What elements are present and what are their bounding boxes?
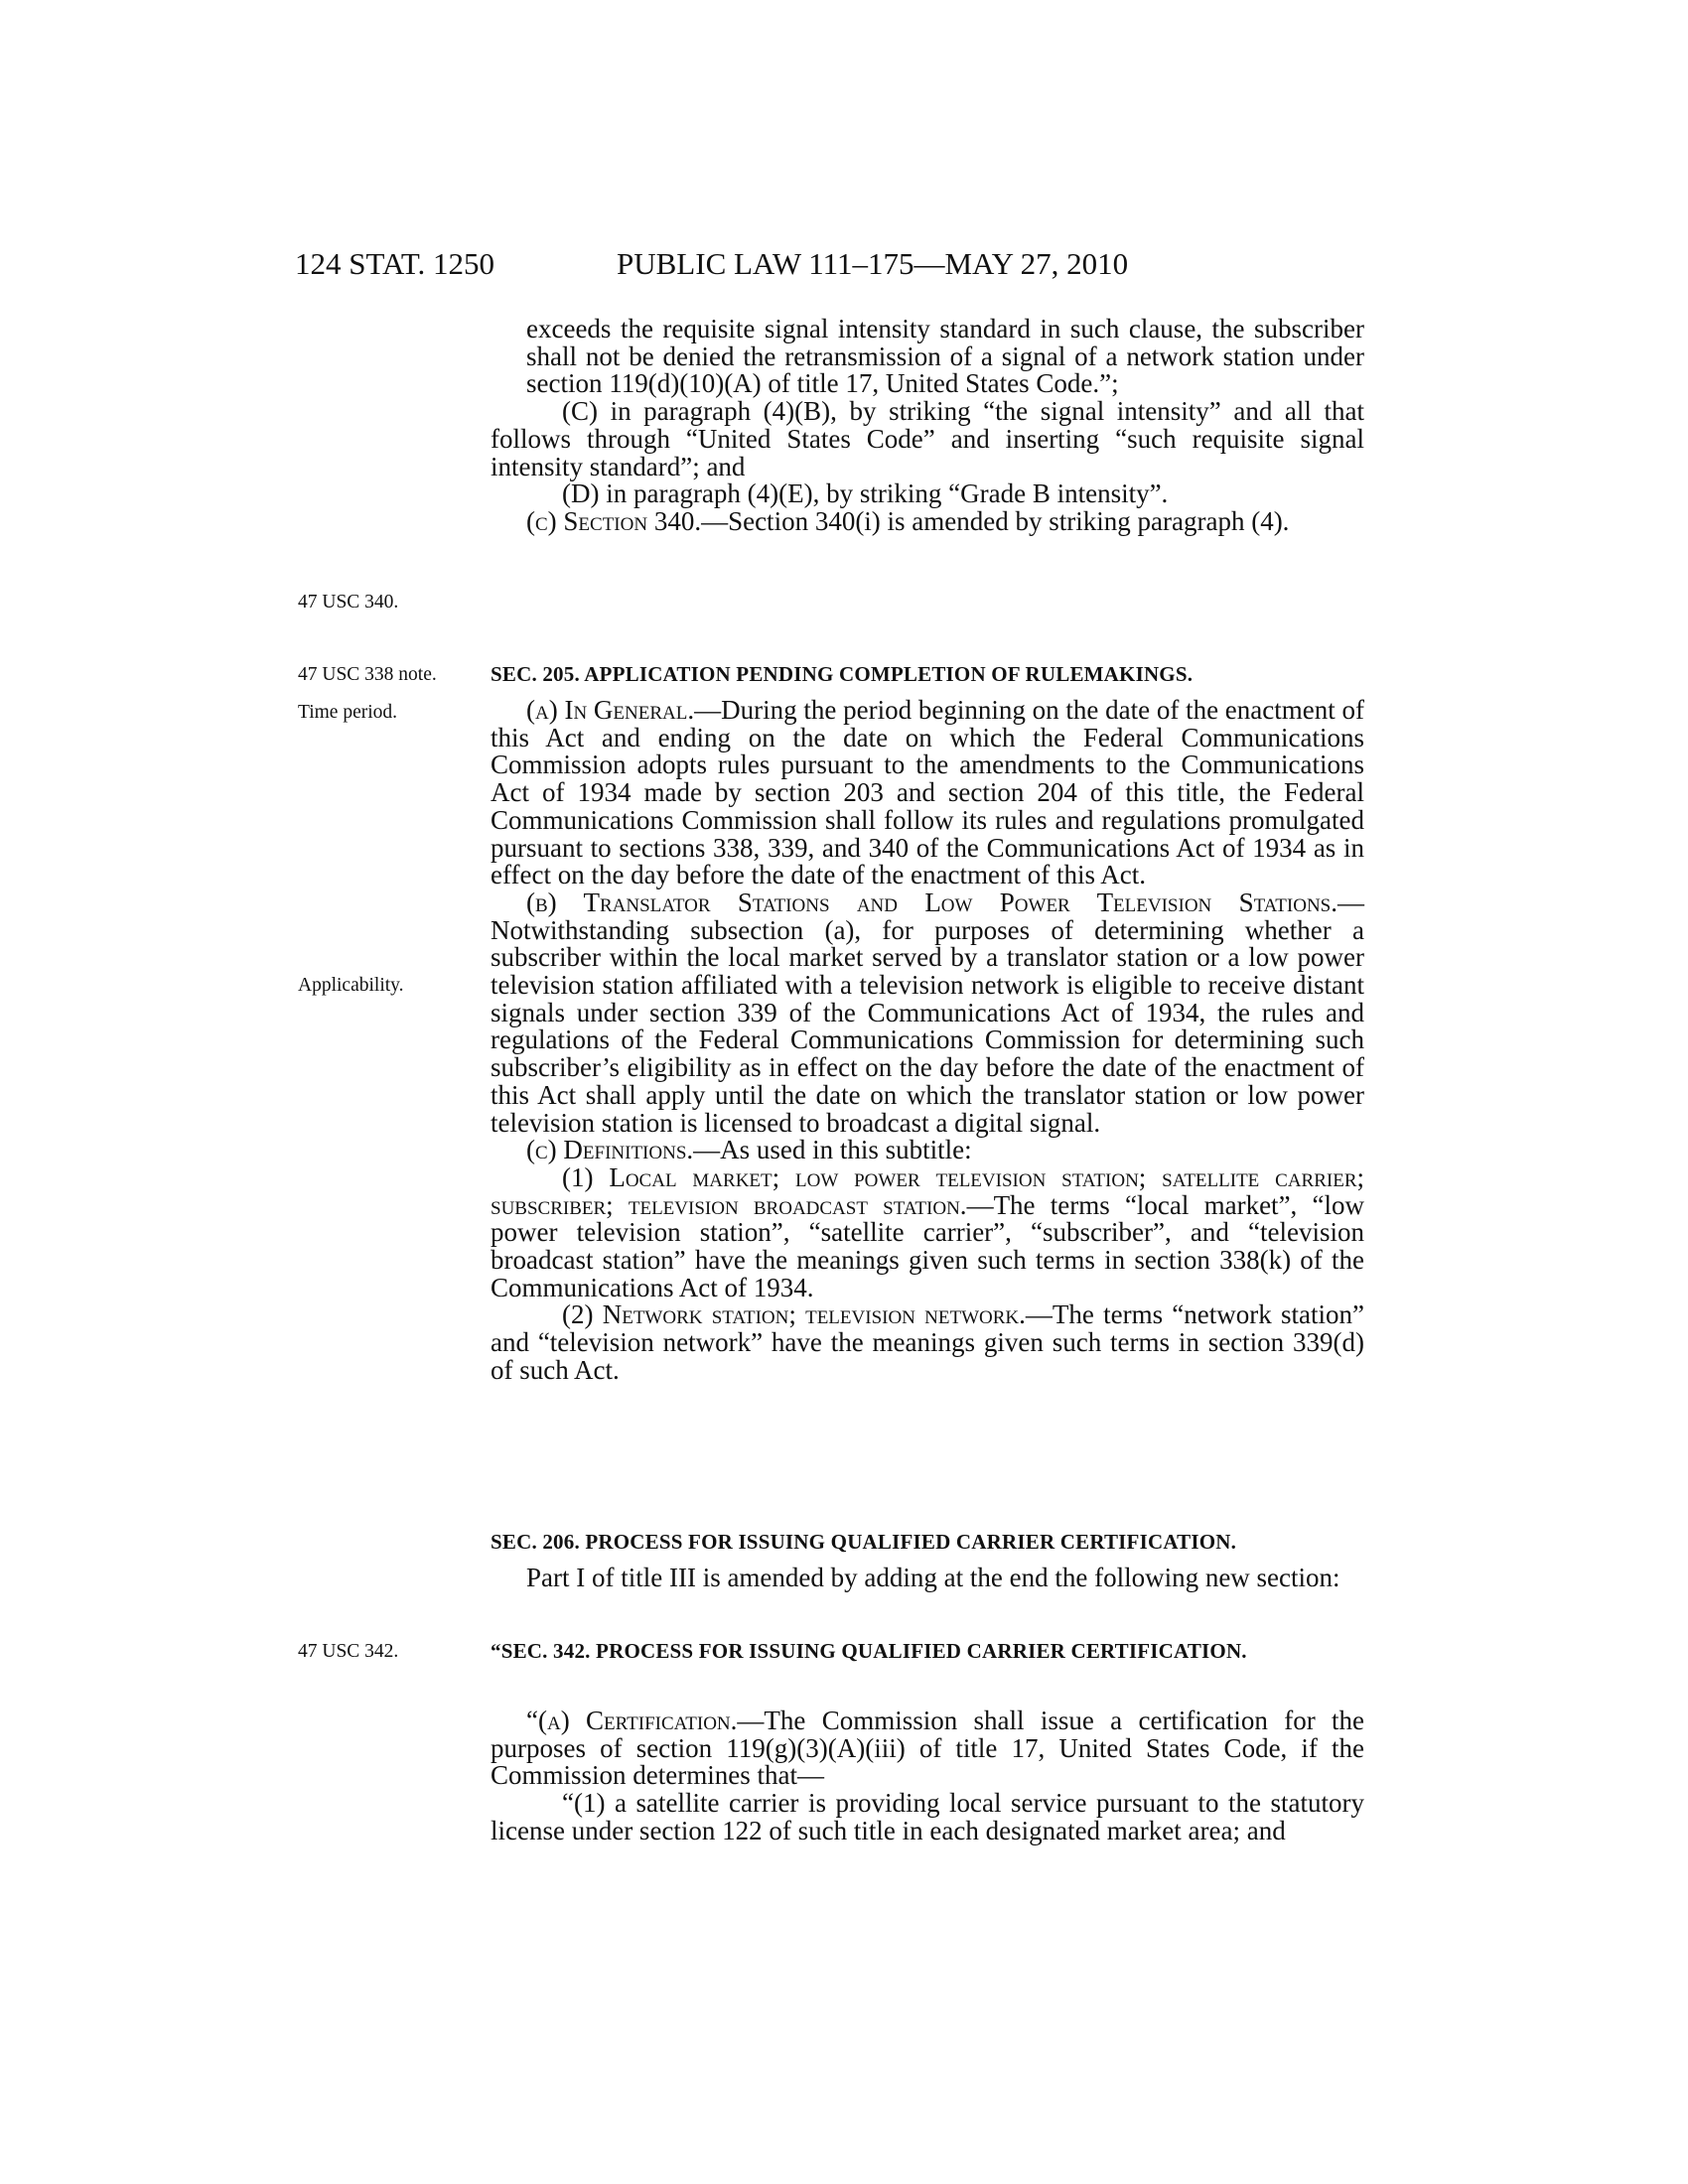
paragraph-part-i-amended: Part I of title III is amended by adding at the end the following new section: bbox=[526, 1563, 1340, 1592]
paragraph-body: —The terms “local market”, “low power television station”, “satellite carrier”, “subscriber”, and “television broadcast station” have the meanings given such terms in section 338(k) of the Communications Act of 1934. bbox=[491, 1189, 1364, 1302]
paragraph-body: —As used in this subtitle: bbox=[693, 1135, 972, 1165]
paragraph-c-section-340 bbox=[491, 505, 1364, 536]
margin-note-47-usc-340: 47 USC 340. bbox=[298, 592, 399, 613]
paragraph-d-4e: (D) in paragraph (4)(E), by striking “Grade B intensity”. bbox=[562, 478, 1169, 509]
paragraph-heading: (1) Local market; low power television station; satellite carrier; subscriber; television broadcast station. bbox=[491, 1161, 1364, 1220]
paragraph-b-translator-stations bbox=[491, 889, 1364, 1137]
paragraph-body: —The terms “network station” and “television network” have the meanings given such terms in section 339(d) of such Act. bbox=[491, 1299, 1364, 1385]
section-heading: SEC. 205. APPLICATION PENDING COMPLETION OF RULEMAKINGS. bbox=[491, 662, 1194, 686]
paragraph-a-in-general bbox=[491, 697, 1364, 889]
text-block-4 bbox=[491, 1707, 1364, 1845]
section-heading: SEC. 206. PROCESS FOR ISSUING QUALIFIED CARRIER CERTIFICATION. bbox=[491, 1530, 1237, 1554]
paragraph-a-certification bbox=[491, 1707, 1364, 1790]
paragraph-body: —Section 340(i) is amended by striking paragraph (4). bbox=[701, 505, 1290, 536]
text-block-2 bbox=[491, 697, 1364, 1385]
margin-note-47-usc-342: 47 USC 342. bbox=[298, 1641, 399, 1662]
section-heading: “SEC. 342. PROCESS FOR ISSUING QUALIFIED CARRIER CERTIFICATION. bbox=[491, 1639, 1247, 1663]
paragraph-heading: (a) In General. bbox=[526, 695, 695, 725]
paragraph-c-4b: (C) in paragraph (4)(B), by striking “the signal intensity” and all that follows through “United States Code” and inserting “such requisite signal intensity standard”; and bbox=[491, 396, 1364, 481]
paragraph-heading: (c) Section 340. bbox=[526, 505, 702, 536]
text-block-1 bbox=[491, 316, 1364, 536]
margin-note-time-period: Time period. bbox=[298, 702, 398, 723]
paragraph-1-local-market bbox=[491, 1161, 1364, 1302]
paragraph-body: —The Commission shall issue a certification for the purposes of section 119(g)(3)(A)(iii) of title 17, United States Code, if the Commission determines that— bbox=[491, 1706, 1364, 1791]
paragraph-heading: “(a) Certification. bbox=[526, 1706, 738, 1735]
section-206-heading-block bbox=[491, 1529, 1364, 1557]
paragraph-2-network-station bbox=[491, 1301, 1364, 1384]
text-block-3 bbox=[491, 1565, 1364, 1592]
paragraph-heading: (b) Translator Stations and Low Power Television Stations. bbox=[526, 887, 1337, 917]
paragraph-body: —During the period beginning on the date of the enactment of this Act and ending on the date on which the Federal Communications Commission adopts rules pursuant to the amendments to the Communications Act of 1934 made by section 203 and section 204 of this title, the Federal Communications Commission shall follow its rules and regulations promulgated pursuant to sections 338, 339, and 340 of the Communications Act of 1934 as in effect on the day before the date of the enactment of this Act. bbox=[491, 695, 1364, 890]
paragraph-c-definitions bbox=[491, 1137, 1364, 1164]
margin-note-47-usc-338-note: 47 USC 338 note. bbox=[298, 664, 437, 685]
section-342-heading-block bbox=[491, 1638, 1364, 1665]
paragraph-continuation: exceeds the requisite signal intensity standard in such clause, the subscriber shall not be denied the retransmission of a signal of a network station under section 119(d)(10)(A) of title 17, United States Code.”; bbox=[526, 314, 1364, 399]
stat-page-number: 124 STAT. 1250 bbox=[295, 246, 495, 281]
paragraph-heading: (2) Network station; television network. bbox=[562, 1299, 1026, 1330]
page-header bbox=[0, 246, 1688, 286]
section-205-heading-block bbox=[491, 661, 1364, 689]
law-title: PUBLIC LAW 111–175—MAY 27, 2010 bbox=[617, 246, 1129, 281]
margin-note-applicability: Applicability. bbox=[298, 975, 404, 996]
paragraph-body: —Notwithstanding subsection (a), for purposes of determining whether a subscriber within the local market served by a translator station or a low power television station affiliated with a television network is eligible to receive distant signals under section 339 of the Communications Act of 1934, the rules and regulations of the Federal Communications Commission for determining such subscriber’s eligibility as in effect on the day before the date of the enactment of this Act shall apply until the date on which the translator station or low power television station is licensed to broadcast a digital signal. bbox=[491, 887, 1364, 1138]
paragraph-1-satellite-carrier: “(1) a satellite carrier is providing local service pursuant to the statutory license under section 122 of such title in each designated market area; and bbox=[491, 1788, 1364, 1845]
paragraph-heading: (c) Definitions. bbox=[526, 1135, 694, 1165]
